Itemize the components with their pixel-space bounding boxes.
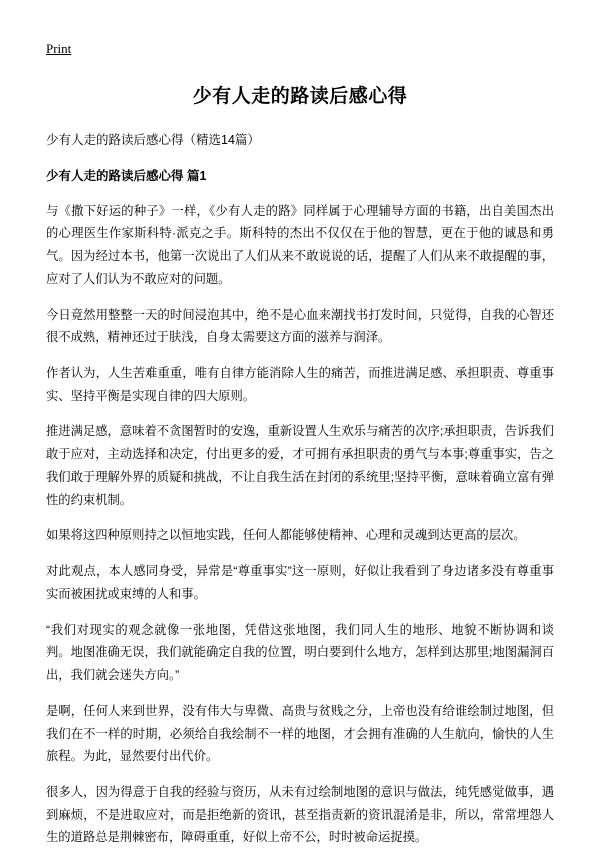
body-paragraph: 很多人，因为得意于自我的经验与资历，从未有过绘制地图的意识与做法，纯凭感觉做事，遇到麻烦，不是进取应对，而是拒绝新的资讯，甚至指责新的资讯混淆是非，所以，常常埋怨人生的道路总是荆棘密布，障碍重重，好似上帝不公，时时被命运捉摸。 (46, 785, 554, 845)
print-link[interactable]: Print (46, 41, 72, 56)
body-paragraph: 对此观点，本人感同身受，异常是“尊重事实”这一原则，好似让我看到了身边诸多没有尊重事实而被困扰或束缚的人和事。 (46, 564, 554, 601)
body-paragraph: 推进满足感，意味着不贪图暂时的安逸，重新设置人生欢乐与痛苦的次序;承担职责，告诉我们敢于应对，主动选择和决定，付出更多的爱，才可拥有承担职责的勇气与本事;尊重事实，告之我们敢于理解外界的质疑和挑战，不让自我生活在封闭的系统里;坚持平衡，意味着确立富有弹性的约束机制。 (46, 424, 554, 507)
body-paragraph: “我们对现实的观念就像一张地图，凭借这张地图，我们同人生的地形、地貌不断协调和谈判。地图准确无误，我们就能确定自我的位置，明白要到什么地方，怎样到达那里;地图漏洞百出，我们就会迷失方向。” (46, 622, 554, 683)
page-title: 少有人走的路读后感心得 (192, 85, 408, 107)
body-paragraph: 如果将这四种原则持之以恒地实践，任何人都能够使精神、心理和灵魂到达更高的层次。 (46, 528, 526, 543)
document-subtitle: 少有人走的路读后感心得（精选14篇） (46, 132, 260, 147)
body-paragraph: 是啊，任何人来到世界，没有伟大与卑微、高贵与贫贱之分，上帝也没有给谁绘制过地图，但我们在不一样的时期，必须给自我绘制不一样的地图，才会拥有准确的人生航向，愉快的人生旅程。为此，显然要付出代价。 (46, 703, 554, 764)
body-paragraph: 作者认为，人生苦难重重，唯有自律方能消除人生的痛苦，而推进满足感、承担职责、尊重事实、坚持平衡是实现自律的四大原则。 (46, 366, 554, 403)
body-paragraph: 今日竟然用整整一天的时间浸泡其中，绝不是心血来潮找书打发时间，只觉得，自我的心智还很不成熟，精神还过于肤浅，自身太需要这方面的滋养与润泽。 (46, 307, 554, 345)
body-paragraph: 与《撒下好运的种子》一样，《少有人走的路》同样属于心理辅导方面的书籍，出自美国杰出的心理医生作家斯科特·派克之手。斯科特的杰出不仅仅在于他的智慧，更在于他的诚恳和勇气。因为经过本书，他第一次说出了人们从来不敢说说的话，提醒了人们从来不敢提醒的事，应对了人们认为不敢应对的问题。 (46, 203, 554, 286)
section-heading: 少有人走的路读后感心得 篇1 (46, 168, 207, 183)
